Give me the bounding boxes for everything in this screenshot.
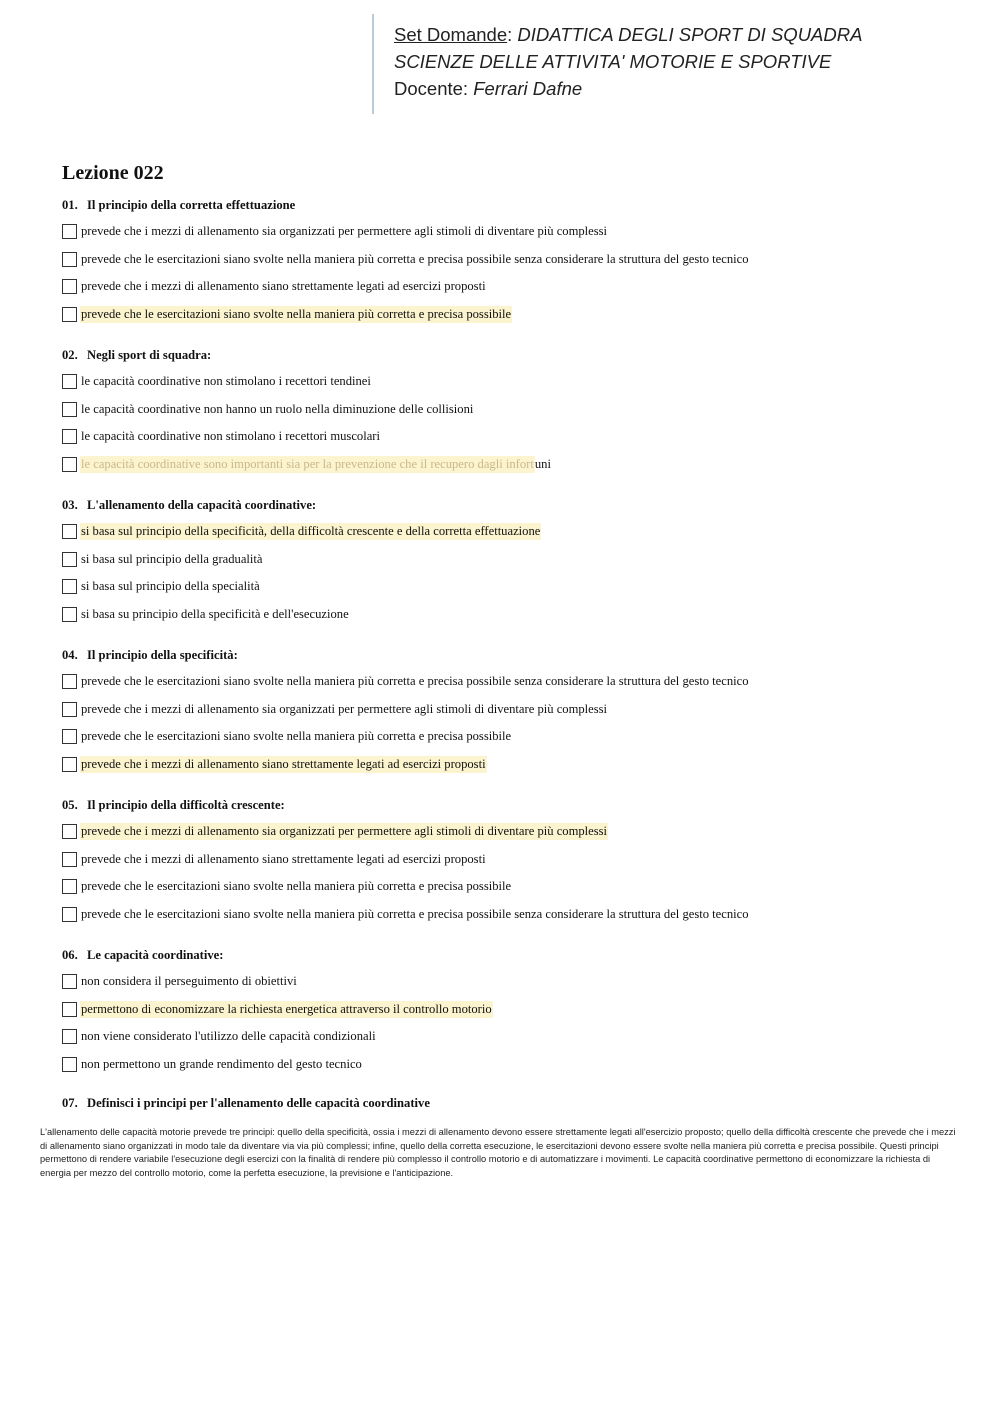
option-text-tail: uni xyxy=(534,456,551,471)
option-text: prevede che le esercitazioni siano svolte nella maniera più corretta e precisa possibile senza considerare la struttura del gesto tecnico xyxy=(81,906,749,921)
question-text: Le capacità coordinative: xyxy=(87,948,224,962)
checkbox[interactable] xyxy=(62,879,77,894)
checkbox[interactable] xyxy=(62,524,77,539)
lesson-title: Lezione 022 xyxy=(62,162,164,184)
option-text: non permettono un grande rendimento del gesto tecnico xyxy=(81,1056,362,1071)
answer-option[interactable] xyxy=(62,601,962,629)
checkbox[interactable] xyxy=(62,674,77,689)
teacher-row xyxy=(394,75,932,102)
answer-option-correct[interactable] xyxy=(62,996,962,1024)
checkbox[interactable] xyxy=(62,852,77,867)
checkbox[interactable] xyxy=(62,1002,77,1017)
question-number: 03. xyxy=(62,498,78,512)
checkbox[interactable] xyxy=(62,1029,77,1044)
question-number: 07. xyxy=(62,1096,78,1110)
question-number: 02. xyxy=(62,348,78,362)
checkbox[interactable] xyxy=(62,729,77,744)
answer-option[interactable] xyxy=(62,368,962,396)
checkbox[interactable] xyxy=(62,579,77,594)
answer-option[interactable] xyxy=(62,696,962,724)
question-text: L'allenamento della capacità coordinative: xyxy=(87,498,317,512)
answer-option[interactable] xyxy=(62,1023,962,1051)
question-text: Il principio della difficoltà crescente: xyxy=(87,798,285,812)
option-text: si basa sul principio della specificità, della difficoltà crescente e della corretta effettuazione xyxy=(81,524,541,539)
answer-option[interactable] xyxy=(62,573,962,601)
option-text: prevede che le esercitazioni siano svolte nella maniera più corretta e precisa possibile xyxy=(81,879,512,894)
course-row xyxy=(394,48,932,75)
option-text: le capacità coordinative non stimolano i recettori muscolari xyxy=(81,429,380,444)
answer-option-correct[interactable] xyxy=(62,301,962,329)
question-1 xyxy=(62,196,962,328)
checkbox[interactable] xyxy=(62,402,77,417)
option-text: prevede che le esercitazioni siano svolte nella maniera più corretta e precisa possibile xyxy=(81,729,512,744)
open-question-title xyxy=(62,1096,430,1111)
subject-title: DIDATTICA DEGLI SPORT DI SQUADRA xyxy=(517,24,863,45)
checkbox[interactable] xyxy=(62,1057,77,1072)
question-title xyxy=(62,346,962,368)
question-2 xyxy=(62,346,962,478)
option-text: si basa sul principio della gradualità xyxy=(81,551,263,566)
option-text: si basa su principio della specificità e dell'esecuzione xyxy=(81,606,349,621)
course-title: SCIENZE DELLE ATTIVITA' MOTORIE E SPORTIVE xyxy=(394,51,832,72)
answer-option[interactable] xyxy=(62,273,962,301)
answer-option[interactable] xyxy=(62,901,962,929)
answer-option[interactable] xyxy=(62,723,962,751)
answer-option-correct[interactable] xyxy=(62,451,962,479)
option-text: prevede che i mezzi di allenamento siano strettamente legati ad esercizi proposti xyxy=(81,279,486,294)
checkbox[interactable] xyxy=(62,607,77,622)
checkbox[interactable] xyxy=(62,224,77,239)
option-text: prevede che le esercitazioni siano svolte nella maniera più corretta e precisa possibile senza considerare la struttura del gesto tecnico xyxy=(81,251,749,266)
answer-option[interactable] xyxy=(62,1051,962,1079)
option-text: prevede che le esercitazioni siano svolte nella maniera più corretta e precisa possibile senza considerare la struttura del gesto tecnico xyxy=(81,674,749,689)
answer-option-correct[interactable] xyxy=(62,818,962,846)
checkbox[interactable] xyxy=(62,907,77,922)
question-text: Definisci i principi per l'allenamento delle capacità coordinative xyxy=(87,1096,430,1110)
question-title xyxy=(62,646,962,668)
answer-option[interactable] xyxy=(62,873,962,901)
option-text: le capacità coordinative non hanno un ruolo nella diminuzione delle collisioni xyxy=(81,401,474,416)
option-text: prevede che i mezzi di allenamento sia organizzati per permettere agli stimoli di diventare più complessi xyxy=(81,824,608,839)
question-title xyxy=(62,946,962,968)
checkbox[interactable] xyxy=(62,757,77,772)
option-text: prevede che i mezzi di allenamento siano strettamente legati ad esercizi proposti xyxy=(81,756,486,771)
checkbox[interactable] xyxy=(62,457,77,472)
option-text: le capacità coordinative sono importanti sia per la prevenzione che il recupero dagli infort xyxy=(81,456,534,471)
checkbox[interactable] xyxy=(62,252,77,267)
question-3 xyxy=(62,496,962,628)
question-4 xyxy=(62,646,962,778)
option-text: prevede che le esercitazioni siano svolte nella maniera più corretta e precisa possibile xyxy=(81,306,512,321)
answer-option[interactable] xyxy=(62,546,962,574)
checkbox[interactable] xyxy=(62,307,77,322)
answer-option-correct[interactable] xyxy=(62,751,962,779)
answer-option[interactable] xyxy=(62,246,962,274)
answer-option[interactable] xyxy=(62,968,962,996)
checkbox[interactable] xyxy=(62,429,77,444)
question-number: 05. xyxy=(62,798,78,812)
option-text: prevede che i mezzi di allenamento sia organizzati per permettere agli stimoli di diventare più complessi xyxy=(81,701,608,716)
checkbox[interactable] xyxy=(62,279,77,294)
option-text: prevede che i mezzi di allenamento siano strettamente legati ad esercizi proposti xyxy=(81,851,486,866)
answer-option[interactable] xyxy=(62,668,962,696)
question-5 xyxy=(62,796,962,928)
question-title xyxy=(62,196,962,218)
question-number: 06. xyxy=(62,948,78,962)
checkbox[interactable] xyxy=(62,824,77,839)
set-label: Set Domande xyxy=(394,24,508,45)
question-text: Il principio della specificità: xyxy=(87,648,238,662)
open-question-answer: L'allenamento delle capacità motorie prevede tre principi: quello della specificità, ossia i mezzi di allenamento devono essere strettamente legati all'esercizio proposto; quello della difficoltà crescente che prevede che i mezzi di allenamento siano organizzati in modo tale da diventare via via più complessi; infine, quello della corretta esecuzione, le esercitazioni devono essere svolte nella maniera più corretta e precisa possibile. Questi principi permettono di rendere variabile l'esecuzione degli esercizi con la finalità di rendere più complesso il controllo motorio e di automatizzare i movimenti. Le capacità coordinative permettono di economizzare la richiesta di energia per mezzo del controllo motorio, come la perfetta esecuzione, la previsione e l'anticipazione. xyxy=(40,1127,956,1178)
document-header xyxy=(372,14,932,114)
option-text: non viene considerato l'utilizzo delle capacità condizionali xyxy=(81,1029,376,1044)
answer-option[interactable] xyxy=(62,396,962,424)
question-6 xyxy=(62,946,962,1078)
option-text: le capacità coordinative non stimolano i recettori tendinei xyxy=(81,374,371,389)
checkbox[interactable] xyxy=(62,702,77,717)
checkbox[interactable] xyxy=(62,552,77,567)
question-title xyxy=(62,796,962,818)
subject-row: Set Domande: DIDATTICA DEGLI SPORT DI SQUADRA xyxy=(394,24,863,45)
question-title xyxy=(62,496,962,518)
question-list xyxy=(62,196,962,1096)
question-text: Il principio della corretta effettuazione xyxy=(87,198,296,212)
checkbox[interactable] xyxy=(62,374,77,389)
question-number: 04. xyxy=(62,648,78,662)
option-text: non considera il perseguimento di obiettivi xyxy=(81,974,297,989)
teacher-name: Ferrari Dafne xyxy=(473,78,583,99)
answer-option-correct[interactable] xyxy=(62,518,962,546)
answer-option[interactable] xyxy=(62,846,962,874)
option-text: permettono di economizzare la richiesta energetica attraverso il controllo motorio xyxy=(81,1001,492,1016)
option-text: si basa sul principio della specialità xyxy=(81,579,260,594)
answer-option[interactable] xyxy=(62,218,962,246)
teacher-label: Docente: xyxy=(394,78,469,99)
option-text: prevede che i mezzi di allenamento sia organizzati per permettere agli stimoli di diventare più complessi xyxy=(81,224,608,239)
question-number: 01. xyxy=(62,198,78,212)
question-text: Negli sport di squadra: xyxy=(87,348,212,362)
answer-option[interactable] xyxy=(62,423,962,451)
checkbox[interactable] xyxy=(62,974,77,989)
